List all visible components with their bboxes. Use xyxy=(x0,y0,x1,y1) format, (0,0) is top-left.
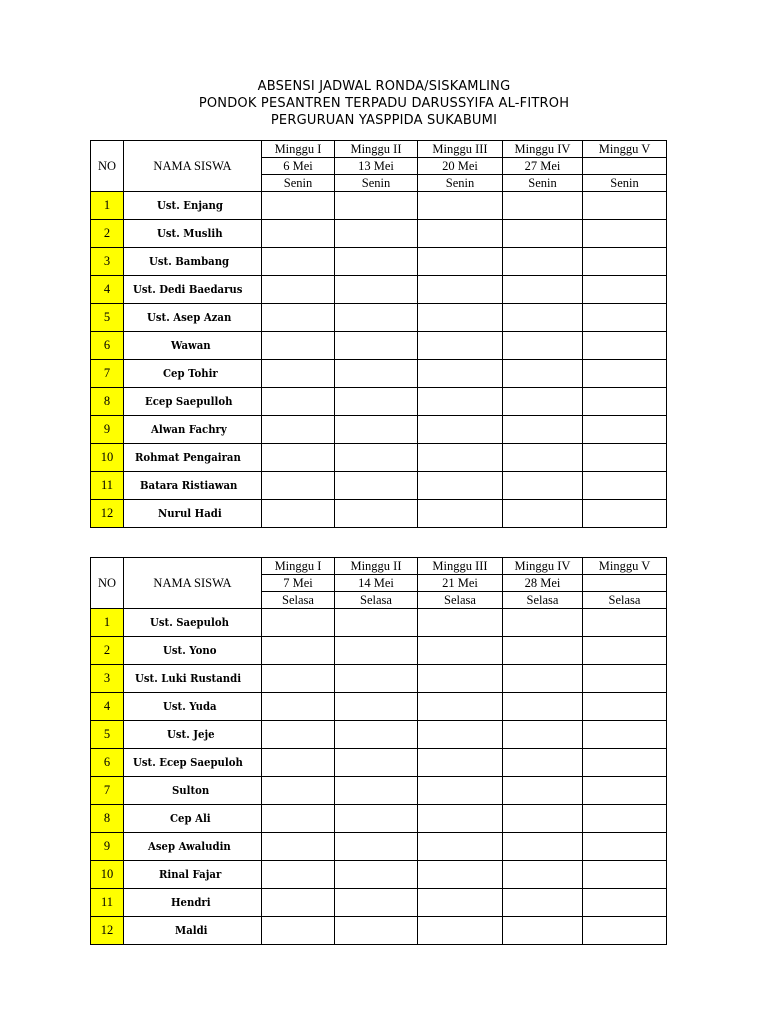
row-name xyxy=(124,360,262,388)
header-week-date xyxy=(583,158,667,175)
row-name-text: Rohmat Pengairan xyxy=(134,451,241,464)
header-week-label: Minggu IV xyxy=(503,141,583,158)
title-line-2: PONDOK PESANTREN TERPADU DARUSSYIFA AL-FITROH xyxy=(198,96,570,111)
row-name xyxy=(124,609,262,637)
header-week-date xyxy=(583,575,667,592)
header-week-label: Minggu II xyxy=(335,558,418,575)
row-name-text: Ust. Ecep Saepuloh xyxy=(132,756,243,769)
table-row xyxy=(91,500,667,528)
row-name-text: Asep Awaludin xyxy=(147,840,231,853)
attendance-cell xyxy=(583,693,667,721)
table-row xyxy=(91,833,667,861)
attendance-cell xyxy=(583,749,667,777)
attendance-cell xyxy=(583,609,667,637)
attendance-cell xyxy=(335,220,418,248)
attendance-cell xyxy=(335,192,418,220)
document-title xyxy=(0,78,768,129)
row-number: 8 xyxy=(91,805,124,833)
attendance-cell xyxy=(262,777,335,805)
header-week-label: Minggu I xyxy=(262,141,335,158)
attendance-cell xyxy=(503,693,583,721)
attendance-cell xyxy=(335,609,418,637)
attendance-cell xyxy=(262,609,335,637)
attendance-cell xyxy=(583,889,667,917)
row-name xyxy=(124,665,262,693)
table-row xyxy=(91,248,667,276)
attendance-cell xyxy=(418,665,503,693)
row-name xyxy=(124,220,262,248)
row-name xyxy=(124,248,262,276)
attendance-cell xyxy=(583,304,667,332)
table-row xyxy=(91,332,667,360)
row-name-text: Ust. Muslih xyxy=(156,227,223,240)
header-week-day: Senin xyxy=(503,175,583,192)
row-name-text: Sulton xyxy=(172,784,210,797)
row-name-text: Ust. Asep Azan xyxy=(146,311,232,324)
attendance-cell xyxy=(262,388,335,416)
attendance-cell xyxy=(503,609,583,637)
attendance-cell xyxy=(335,665,418,693)
attendance-cell xyxy=(335,416,418,444)
row-name-text: Ust. Bambang xyxy=(148,255,230,268)
table-row xyxy=(91,665,667,693)
row-name-text: Ecep Saepulloh xyxy=(144,395,233,408)
table-row xyxy=(91,637,667,665)
attendance-cell xyxy=(418,833,503,861)
row-name xyxy=(124,304,262,332)
header-week-label: Minggu III xyxy=(418,141,503,158)
row-name xyxy=(124,500,262,528)
attendance-cell xyxy=(418,192,503,220)
attendance-cell xyxy=(583,220,667,248)
attendance-cell xyxy=(418,388,503,416)
attendance-cell xyxy=(583,917,667,945)
attendance-cell xyxy=(583,388,667,416)
attendance-cell xyxy=(262,304,335,332)
attendance-cell xyxy=(503,416,583,444)
row-name xyxy=(124,332,262,360)
attendance-cell xyxy=(503,332,583,360)
attendance-cell xyxy=(262,276,335,304)
attendance-cell xyxy=(583,276,667,304)
attendance-cell xyxy=(418,304,503,332)
table-row xyxy=(91,749,667,777)
header-nama-siswa: NAMA SISWA xyxy=(124,558,262,609)
attendance-cell xyxy=(335,444,418,472)
header-row-week xyxy=(91,558,667,575)
row-name xyxy=(124,693,262,721)
row-name xyxy=(124,833,262,861)
table-row xyxy=(91,693,667,721)
attendance-cell xyxy=(583,500,667,528)
attendance-cell xyxy=(503,917,583,945)
attendance-cell xyxy=(503,444,583,472)
header-no: NO xyxy=(91,141,124,192)
row-name xyxy=(124,749,262,777)
header-week-label: Minggu V xyxy=(583,141,667,158)
attendance-cell xyxy=(503,500,583,528)
attendance-cell xyxy=(503,861,583,889)
attendance-cell xyxy=(503,833,583,861)
attendance-cell xyxy=(418,777,503,805)
attendance-cell xyxy=(262,665,335,693)
row-name-text: Maldi xyxy=(174,924,208,937)
attendance-cell xyxy=(418,444,503,472)
attendance-cell xyxy=(583,360,667,388)
attendance-table-selasa xyxy=(90,557,667,945)
attendance-cell xyxy=(335,472,418,500)
attendance-cell xyxy=(418,861,503,889)
attendance-cell xyxy=(335,388,418,416)
row-name xyxy=(124,472,262,500)
attendance-cell xyxy=(262,693,335,721)
row-name-text: Ust. Yono xyxy=(163,644,217,657)
attendance-cell xyxy=(418,917,503,945)
table-row xyxy=(91,304,667,332)
attendance-cell xyxy=(418,360,503,388)
row-number: 5 xyxy=(91,304,124,332)
attendance-cell xyxy=(583,416,667,444)
row-name-text: Wawan xyxy=(170,339,211,352)
table-row xyxy=(91,889,667,917)
attendance-cell xyxy=(583,332,667,360)
attendance-cell xyxy=(335,248,418,276)
attendance-cell xyxy=(503,777,583,805)
attendance-cell xyxy=(335,889,418,917)
row-name-text: Ust. Yuda xyxy=(163,700,217,713)
attendance-cell xyxy=(503,248,583,276)
attendance-cell xyxy=(583,805,667,833)
header-week-date: 27 Mei xyxy=(503,158,583,175)
row-number: 7 xyxy=(91,777,124,805)
attendance-cell xyxy=(262,861,335,889)
row-name xyxy=(124,721,262,749)
header-week-date: 21 Mei xyxy=(418,575,503,592)
attendance-cell xyxy=(262,332,335,360)
attendance-cell xyxy=(335,276,418,304)
row-number: 1 xyxy=(91,609,124,637)
attendance-cell xyxy=(583,861,667,889)
header-week-label: Minggu V xyxy=(583,558,667,575)
row-name-text: Batara Ristiawan xyxy=(139,479,237,492)
header-week-day: Senin xyxy=(418,175,503,192)
attendance-cell xyxy=(262,833,335,861)
attendance-cell xyxy=(583,192,667,220)
attendance-cell xyxy=(335,777,418,805)
attendance-cell xyxy=(503,472,583,500)
attendance-cell xyxy=(262,749,335,777)
attendance-cell xyxy=(583,248,667,276)
attendance-cell xyxy=(335,360,418,388)
header-week-day: Selasa xyxy=(503,592,583,609)
attendance-cell xyxy=(335,749,418,777)
attendance-cell xyxy=(262,805,335,833)
attendance-cell xyxy=(335,304,418,332)
row-number: 12 xyxy=(91,500,124,528)
attendance-cell xyxy=(503,388,583,416)
row-name-text: Ust. Jeje xyxy=(166,728,215,741)
row-number: 5 xyxy=(91,721,124,749)
attendance-cell xyxy=(262,472,335,500)
attendance-cell xyxy=(583,665,667,693)
attendance-cell xyxy=(503,360,583,388)
attendance-cell xyxy=(418,805,503,833)
table-row xyxy=(91,444,667,472)
attendance-cell xyxy=(262,220,335,248)
header-week-label: Minggu II xyxy=(335,141,418,158)
row-name xyxy=(124,444,262,472)
row-number: 2 xyxy=(91,220,124,248)
row-number: 1 xyxy=(91,192,124,220)
attendance-cell xyxy=(418,332,503,360)
row-number: 10 xyxy=(91,444,124,472)
attendance-cell xyxy=(418,693,503,721)
table-row xyxy=(91,472,667,500)
row-name-text: Rinal Fajar xyxy=(158,868,221,881)
table-row xyxy=(91,192,667,220)
attendance-cell xyxy=(335,332,418,360)
header-nama-siswa: NAMA SISWA xyxy=(124,141,262,192)
header-row-week xyxy=(91,141,667,158)
attendance-cell xyxy=(503,192,583,220)
attendance-cell xyxy=(583,472,667,500)
header-week-date: 20 Mei xyxy=(418,158,503,175)
row-name xyxy=(124,637,262,665)
row-number: 11 xyxy=(91,889,124,917)
attendance-cell xyxy=(262,248,335,276)
attendance-cell xyxy=(583,444,667,472)
row-number: 8 xyxy=(91,388,124,416)
attendance-cell xyxy=(418,472,503,500)
row-number: 3 xyxy=(91,665,124,693)
row-number: 3 xyxy=(91,248,124,276)
table-row xyxy=(91,416,667,444)
row-name xyxy=(124,861,262,889)
attendance-cell xyxy=(503,805,583,833)
row-number: 6 xyxy=(91,749,124,777)
attendance-cell xyxy=(262,721,335,749)
row-name xyxy=(124,416,262,444)
title-line-3: PERGURUAN YASPPIDA SUKABUMI xyxy=(270,113,498,128)
row-name-text: Ust. Luki Rustandi xyxy=(134,672,241,685)
header-week-day: Selasa xyxy=(262,592,335,609)
attendance-cell xyxy=(262,360,335,388)
table-row xyxy=(91,777,667,805)
row-number: 11 xyxy=(91,472,124,500)
table-row xyxy=(91,609,667,637)
row-name xyxy=(124,777,262,805)
attendance-cell xyxy=(503,220,583,248)
table-row xyxy=(91,276,667,304)
header-week-date: 13 Mei xyxy=(335,158,418,175)
attendance-cell xyxy=(503,304,583,332)
attendance-cell xyxy=(583,833,667,861)
header-week-date: 14 Mei xyxy=(335,575,418,592)
table-row xyxy=(91,917,667,945)
attendance-table-senin xyxy=(90,140,667,528)
attendance-cell xyxy=(583,637,667,665)
table-row xyxy=(91,360,667,388)
attendance-cell xyxy=(418,749,503,777)
attendance-cell xyxy=(335,500,418,528)
header-week-day: Senin xyxy=(262,175,335,192)
attendance-cell xyxy=(262,917,335,945)
row-number: 4 xyxy=(91,693,124,721)
attendance-cell xyxy=(418,721,503,749)
attendance-cell xyxy=(418,637,503,665)
row-name xyxy=(124,805,262,833)
attendance-cell xyxy=(418,416,503,444)
header-week-date: 6 Mei xyxy=(262,158,335,175)
row-number: 7 xyxy=(91,360,124,388)
row-number: 10 xyxy=(91,861,124,889)
row-name-text: Ust. Saepuloh xyxy=(149,616,229,629)
row-number: 9 xyxy=(91,833,124,861)
header-week-day: Senin xyxy=(583,175,667,192)
row-number: 2 xyxy=(91,637,124,665)
row-name xyxy=(124,889,262,917)
row-name xyxy=(124,917,262,945)
attendance-cell xyxy=(583,777,667,805)
attendance-cell xyxy=(418,609,503,637)
header-week-day: Senin xyxy=(335,175,418,192)
attendance-cell xyxy=(418,248,503,276)
attendance-cell xyxy=(503,889,583,917)
attendance-cell xyxy=(262,889,335,917)
row-name-text: Cep Tohir xyxy=(162,367,218,380)
header-week-label: Minggu III xyxy=(418,558,503,575)
attendance-cell xyxy=(335,805,418,833)
header-week-day: Selasa xyxy=(583,592,667,609)
row-name xyxy=(124,192,262,220)
attendance-cell xyxy=(262,500,335,528)
table-row xyxy=(91,388,667,416)
row-name-text: Hendri xyxy=(170,896,211,909)
attendance-cell xyxy=(418,220,503,248)
header-week-label: Minggu I xyxy=(262,558,335,575)
attendance-cell xyxy=(335,637,418,665)
attendance-cell xyxy=(262,416,335,444)
attendance-cell xyxy=(335,861,418,889)
header-week-label: Minggu IV xyxy=(503,558,583,575)
row-name-text: Alwan Fachry xyxy=(151,423,228,436)
header-week-date: 7 Mei xyxy=(262,575,335,592)
table-row xyxy=(91,805,667,833)
attendance-cell xyxy=(335,833,418,861)
row-name-text: Cep Ali xyxy=(170,812,212,825)
attendance-cell xyxy=(335,693,418,721)
attendance-cell xyxy=(262,637,335,665)
attendance-cell xyxy=(503,721,583,749)
attendance-cell xyxy=(262,444,335,472)
attendance-cell xyxy=(418,889,503,917)
table-row xyxy=(91,220,667,248)
attendance-cell xyxy=(503,637,583,665)
attendance-cell xyxy=(262,192,335,220)
table-row xyxy=(91,861,667,889)
row-number: 12 xyxy=(91,917,124,945)
attendance-cell xyxy=(583,721,667,749)
attendance-cell xyxy=(503,665,583,693)
header-week-date: 28 Mei xyxy=(503,575,583,592)
row-number: 6 xyxy=(91,332,124,360)
header-no: NO xyxy=(91,558,124,609)
attendance-cell xyxy=(335,721,418,749)
header-week-day: Selasa xyxy=(335,592,418,609)
header-week-day: Selasa xyxy=(418,592,503,609)
attendance-cell xyxy=(418,500,503,528)
row-name xyxy=(124,276,262,304)
row-name-text: Ust. Enjang xyxy=(156,199,223,212)
row-name xyxy=(124,388,262,416)
row-number: 4 xyxy=(91,276,124,304)
row-name-text: Nurul Hadi xyxy=(157,507,222,520)
attendance-cell xyxy=(503,749,583,777)
attendance-cell xyxy=(335,917,418,945)
title-line-1: ABSENSI JADWAL RONDA/SISKAMLING xyxy=(257,79,511,94)
row-number: 9 xyxy=(91,416,124,444)
attendance-cell xyxy=(503,276,583,304)
attendance-cell xyxy=(418,276,503,304)
table-row xyxy=(91,721,667,749)
row-name-text: Ust. Dedi Baedarus xyxy=(133,283,243,296)
